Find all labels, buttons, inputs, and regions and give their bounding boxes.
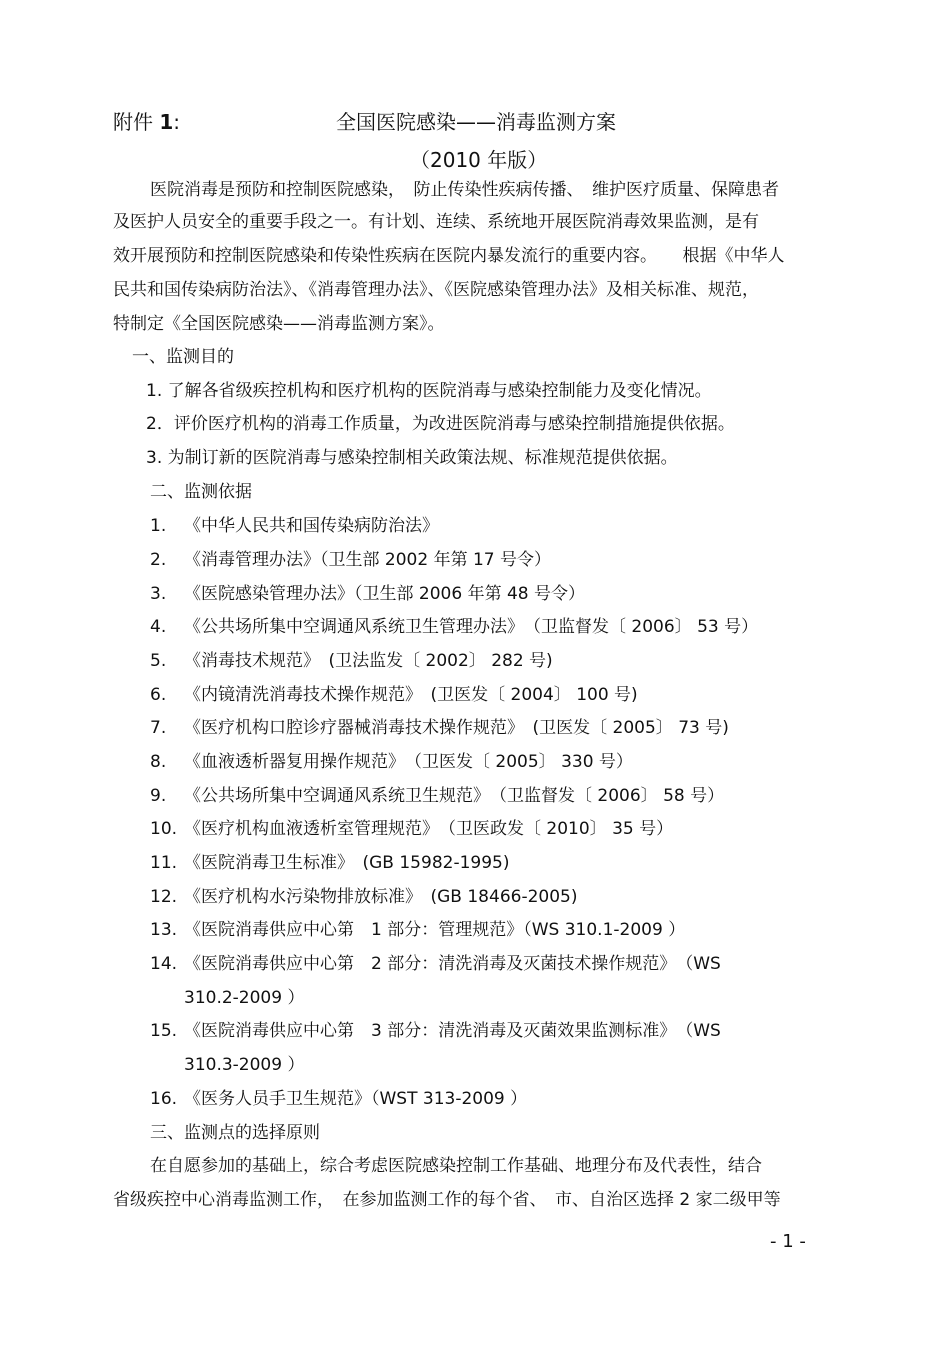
section-3-line-1: 在自愿参加的基础上，综合考虑医院感染控制工作基础、地理分布及代表性，结合: [150, 1156, 762, 1176]
reference-item: 《消毒管理办法》（卫生部 2002 年第 17 号令）: [184, 550, 552, 570]
reference-number: 16.: [150, 1089, 178, 1109]
reference-item: 《医疗机构口腔诊疗器械消毒技术操作规范》 (卫医发〔 2005〕 73 号): [184, 718, 729, 738]
reference-item: 《血液透析器复用操作规范》 （卫医发〔 2005〕 330 号）: [184, 752, 633, 772]
reference-number: 13.: [150, 920, 178, 940]
goal-item-1: 1. 了解各省级疾控机构和医疗机构的医院消毒与感染控制能力及变化情况。: [146, 381, 712, 401]
reference-number: 15.: [150, 1021, 178, 1041]
reference-number: 14.: [150, 954, 178, 974]
reference-number: 12.: [150, 887, 178, 907]
document-edition: （2010 年版）: [410, 148, 548, 172]
reference-item: 《医院消毒供应中心第 1 部分：管理规范》（WS 310.1-2009 ）: [184, 920, 686, 940]
section-1-heading: 一、监测目的: [132, 347, 234, 367]
reference-item-continuation: 310.2-2009 ）: [184, 988, 305, 1008]
reference-item: 《内镜清洗消毒技术操作规范》 (卫医发〔 2004〕 100 号): [184, 685, 638, 705]
reference-number: 4.: [150, 617, 167, 637]
reference-number: 10.: [150, 819, 178, 839]
reference-item: 《中华人民共和国传染病防治法》: [184, 516, 439, 536]
reference-item: 《医务人员手卫生规范》（WST 313-2009 ）: [184, 1089, 528, 1109]
reference-item: 《医院消毒供应中心第 2 部分：清洗消毒及灭菌技术操作规范》 （WS: [184, 954, 721, 974]
reference-number: 3.: [150, 584, 167, 604]
reference-number: 11.: [150, 853, 178, 873]
attachment-number: 1: [159, 110, 174, 134]
reference-number: 6.: [150, 685, 167, 705]
goal-item-2: 2．评价医疗机构的消毒工作质量，为改进医院消毒与感染控制措施提供依据。: [146, 414, 735, 434]
reference-item: 《医院感染管理办法》（卫生部 2006 年第 48 号令）: [184, 584, 586, 604]
reference-item-continuation: 310.3-2009 ）: [184, 1055, 305, 1075]
reference-item: 《公共场所集中空调通风系统卫生规范》 （卫监督发〔 2006〕 58 号）: [184, 786, 725, 806]
attachment-colon: :: [173, 110, 181, 134]
reference-item: 《医院消毒供应中心第 3 部分：清洗消毒及灭菌效果监测标准》 （WS: [184, 1021, 721, 1041]
attachment-word: 附件: [113, 110, 153, 134]
page-number: - 1 -: [770, 1231, 806, 1252]
reference-number: 7.: [150, 718, 167, 738]
reference-item: 《医院消毒卫生标准》 (GB 15982-1995): [184, 853, 510, 873]
reference-item: 《医疗机构水污染物排放标准》 (GB 18466-2005): [184, 887, 578, 907]
reference-number: 8.: [150, 752, 167, 772]
reference-number: 1.: [150, 516, 167, 536]
intro-line-5: 特制定《全国医院感染——消毒监测方案》。: [113, 314, 445, 334]
reference-item: 《医疗机构血液透析室管理规范》 （卫医政发〔 2010〕 35 号）: [184, 819, 674, 839]
section-2-heading: 二、监测依据: [150, 482, 252, 502]
reference-number: 9.: [150, 786, 167, 806]
intro-line-3: 效开展预防和控制医院感染和传染性疾病在医院内暴发流行的重要内容。 根据《中华人: [113, 246, 785, 266]
attachment-label: [113, 108, 180, 136]
reference-item: 《消毒技术规范》 (卫法监发〔 2002〕 282 号): [184, 651, 553, 671]
intro-line-4: 民共和国传染病防治法》、《消毒管理办法》、《医院感染管理办法》及相关标准、规范，: [113, 280, 759, 300]
goal-item-3: 3. 为制订新的医院消毒与感染控制相关政策法规、标准规范提供依据。: [146, 448, 678, 468]
reference-number: 5.: [150, 651, 167, 671]
reference-number: 2.: [150, 550, 167, 570]
section-3-line-2: 省级疾控中心消毒监测工作， 在参加监测工作的每个省、 市、自治区选择 2 家二级甲等: [113, 1190, 781, 1210]
document-title: 全国医院感染——消毒监测方案: [336, 110, 616, 134]
reference-item: 《公共场所集中空调通风系统卫生管理办法》 （卫监督发〔 2006〕 53 号）: [184, 617, 759, 637]
section-3-heading: 三、监测点的选择原则: [150, 1123, 320, 1143]
intro-line-1: 医院消毒是预防和控制医院感染， 防止传染性疾病传播、 维护医疗质量、保障患者: [150, 180, 779, 200]
intro-line-2: 及医护人员安全的重要手段之一。有计划、连续、系统地开展医院消毒效果监测，是有: [113, 212, 759, 232]
